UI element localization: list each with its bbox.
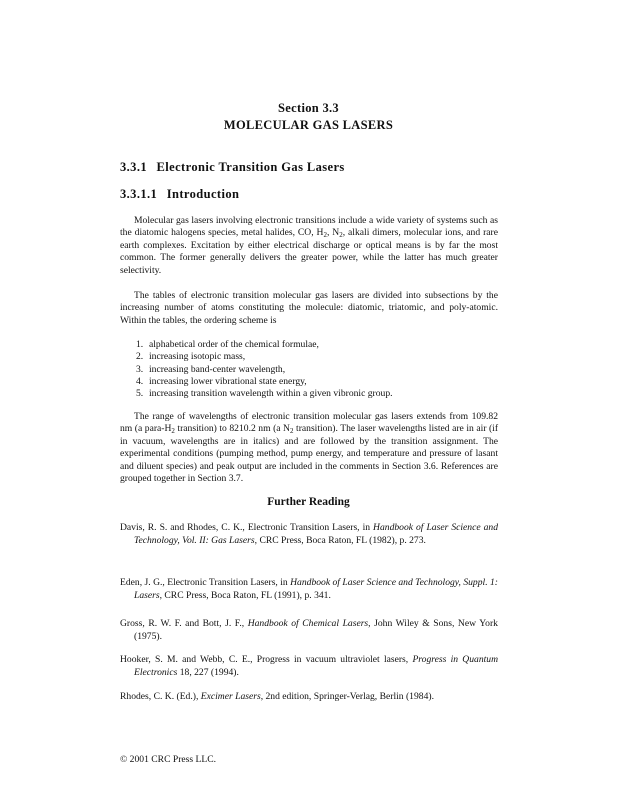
para2-text: The tables of electronic transition molecular gas lasers are divided into subsections by the increasing number of atoms constituting the molecule: diatomic, triatomic, and poly-atomic. Within the tables, the ordering scheme is xyxy=(120,290,498,326)
para3-sub-2: 2 xyxy=(290,427,294,436)
ordering-list-item xyxy=(136,376,498,388)
section-title: MOLECULAR GAS LASERS xyxy=(223,118,394,132)
ordering-list-item xyxy=(136,364,498,376)
ordering-list-number: 3. xyxy=(136,363,144,375)
reference-title: Handbook of Laser Science and Technology, Suppl. 1: Lasers xyxy=(134,577,498,602)
section-title-block xyxy=(0,100,617,134)
heading-3-3-1 xyxy=(120,160,345,175)
ordering-scheme-list xyxy=(136,339,498,400)
reference-entry xyxy=(120,617,498,643)
para3-text-a: The range of wavelengths of electronic transition molecular gas lasers extends from 109.82 nm (a para-H xyxy=(120,411,498,435)
reference-entry xyxy=(120,690,498,703)
para1-sub-1: 2 xyxy=(323,231,327,240)
reference-authors: Rhodes, C. K. (Ed.), xyxy=(120,691,201,702)
ordering-list-number: 4. xyxy=(136,375,144,387)
ordering-list-text: increasing isotopic mass, xyxy=(149,351,246,363)
reference-publication: , CRC Press, Boca Raton, FL (1991), p. 341. xyxy=(159,590,331,602)
reference-title: Progress in Quantum Electronics xyxy=(134,654,499,679)
intro-paragraph-3 xyxy=(120,411,498,485)
para3-text-b: transition) to 8210.2 nm (a N xyxy=(174,423,290,435)
ordering-list-item xyxy=(136,388,498,400)
ordering-list-number: 1. xyxy=(136,339,144,350)
ordering-list-text: increasing band-center wavelength, xyxy=(149,363,286,375)
reference-authors: Davis, R. S. and Rhodes, C. K., Electronic Transition Lasers, in xyxy=(120,522,374,533)
ordering-list-text: alphabetical order of the chemical formulae, xyxy=(149,339,319,350)
ordering-list-item xyxy=(136,339,498,351)
ordering-list-number: 2. xyxy=(136,351,144,363)
para1-text-a: Molecular gas lasers involving electronic transitions include a wide variety of systems such as the diatomic halogens species, metal halides, CO, H xyxy=(120,215,498,239)
reference-publication: 18, 227 (1994). xyxy=(177,667,239,679)
reference-entry xyxy=(120,576,498,602)
intro-paragraph-2 xyxy=(120,290,498,327)
ordering-list-text: increasing transition wavelength within a given vibronic group. xyxy=(149,388,393,400)
reference-entry xyxy=(120,521,498,547)
intro-paragraph-1 xyxy=(120,215,498,277)
heading-3-3-1-1 xyxy=(120,187,239,202)
reference-publication: , 2nd edition, Springer-Verlag, Berlin (1984). xyxy=(260,691,434,702)
ordering-list-text: increasing lower vibrational state energy, xyxy=(149,375,307,387)
heading-3-3-1-text: Electronic Transition Gas Lasers xyxy=(156,160,345,174)
reference-publication: , John Wiley & Sons, New York (1975). xyxy=(134,618,498,643)
section-label: Section 3.3 xyxy=(278,101,339,115)
reference-title: Excimer Lasers xyxy=(200,691,261,702)
reference-authors: Eden, J. G., Electronic Transition Lasers, in xyxy=(120,577,291,588)
reference-title: Handbook of Chemical Lasers xyxy=(247,618,369,629)
para3-text-c: transition). The laser wavelengths listed are in air (if in vacuum, wavelengths are in italics) and are followed by the transition assignment. The experimental conditions (pumping method, pump energy, and temperature and pressure of lasant and diluent species) and peak output are included in the comments in Section 3.6. References are grouped together in Section 3.7. xyxy=(120,423,499,485)
reference-authors: Hooker, S. M. and Webb, C. E., Progress in vacuum ultraviolet lasers, xyxy=(120,654,413,665)
para1-sub-2: 2 xyxy=(339,231,343,240)
heading-3-3-1-1-text: Introduction xyxy=(166,187,240,201)
para3-sub-1: 2 xyxy=(171,427,175,436)
copyright-footer: © 2001 CRC Press LLC. xyxy=(120,754,217,765)
ordering-list-number: 5. xyxy=(136,388,144,400)
reference-publication: , CRC Press, Boca Raton, FL (1982), p. 273. xyxy=(254,535,426,547)
heading-3-3-1-number: 3.3.1 xyxy=(120,160,147,174)
heading-3-3-1-1-number: 3.3.1.1 xyxy=(120,187,158,201)
further-reading-heading: Further Reading xyxy=(267,496,350,508)
ordering-list-item xyxy=(136,351,498,363)
para1-text-c: , alkali dimers, molecular ions, and rare earth complexes. Excitation by either electrical discharge or optical means is by far the most common. The former generally delivers the greater power, while the latter has much greater selectivity. xyxy=(120,227,498,276)
reference-authors: Gross, R. W. F. and Bott, J. F., xyxy=(120,618,248,629)
para1-text-b: , N xyxy=(326,227,340,239)
reference-entry xyxy=(120,653,498,679)
reference-title: Handbook of Laser Science and Technology, Vol. II: Gas Lasers xyxy=(134,522,498,547)
